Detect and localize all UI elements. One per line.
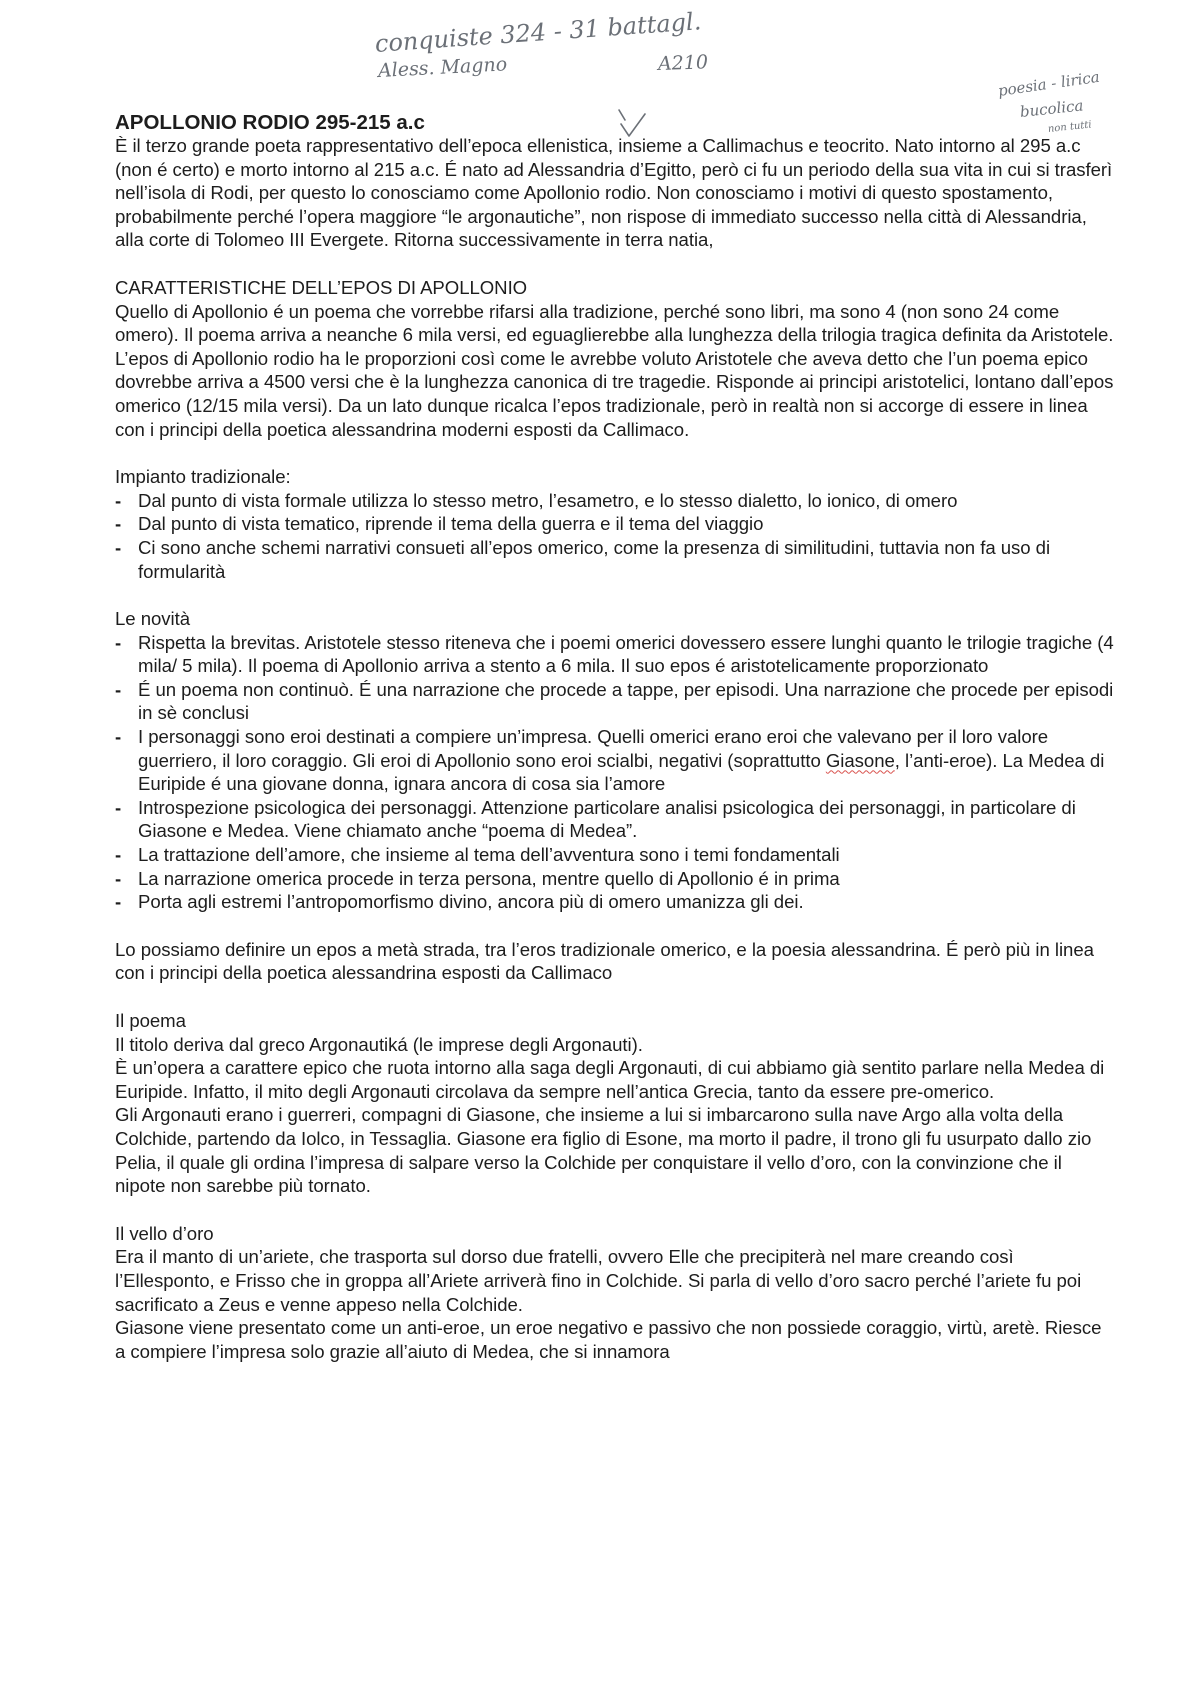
- list-item: [115, 678, 1115, 725]
- traditional-list: [115, 489, 1115, 583]
- list-item-text-start: I personaggi sono eroi destinati a compiere un’impresa. Quelli omerici erano eroi che valevano per il loro valore guerriero, il loro coraggio. Gli eroi di Apollonio sono eroi scialbi, negativi (soprattutto: [138, 726, 1049, 771]
- dash-bullet: -: [115, 844, 122, 866]
- spacer: [115, 441, 1115, 465]
- fleece-paragraph: Era il manto di un’ariete, che trasporta sul dorso due fratelli, ovvero Elle che precipiterà nel mare creando così l’Ellesponto, e Frisso che in groppa all’Ariete arriverà fino in Colchide. Si parla di vello d’oro sacro perché l’ariete fu poi sacrificato a Zeus e venne appeso nella Colchide.: [115, 1246, 1082, 1315]
- section-heading-traditional: Impianto tradizionale:: [115, 466, 291, 488]
- list-item: [115, 725, 1115, 796]
- dash-bullet: -: [115, 678, 122, 700]
- list-item: [115, 890, 1115, 914]
- handwritten-margin-note-1: poesia - lirica: [996, 67, 1101, 100]
- fleece-paragraph: Giasone viene presentato come un anti-eroe, un eroe negativo e passivo che non possiede coraggio, virtù, aretè. Riesce a compiere l’impresa solo grazie all’aiuto di Medea, che si innamora: [115, 1317, 1102, 1362]
- list-item-text-end: , l’anti-eroe). La Medea di Euripide é una giovane donna, ignara ancora di cosa sia l’amore: [138, 749, 1105, 795]
- document-body: [115, 111, 1115, 1363]
- spacer: [115, 914, 1115, 938]
- novelties-list: [115, 631, 1115, 914]
- list-item-text: Dal punto di vista tematico, riprende il tema della guerra e il tema del viaggio: [138, 513, 764, 535]
- list-item-text: Rispetta la brevitas. Aristotele stesso riteneva che i poemi omerici dovessero essere lunghi quanto le trilogie tragiche (4 mila/ 5 mila). Il poema di Apollonio arriva a stento a 6 mila. Il suo epos é aristotelicamente proporzionato: [138, 631, 1114, 677]
- characteristics-paragraph: Quello di Apollonio é un poema che vorrebbe rifarsi alla tradizione, perché sono libri, ma sono 4 (non sono 24 come omero). Il poema arriva a neanche 6 mila versi, ed eguaglierebbe alla lunghezza della trilogia tragica definita da Aristotele. L’epos di Apollonio rodio ha le proporzioni così come le avrebbe voluto Aristotele che aveva detto che l’un poema epico dovrebbe arriva a 4500 versi che è la lunghezza canonica di tre tragedie. Risponde ai principi aristotelici, lontano dall’epos omerico (12/15 mila versi). Da un lato dunque ricalca l’epos tradizionale, però in realtà non si accorge di essere in linea con i principi della poetica alessandrina moderni esposti da Callimaco.: [115, 300, 1114, 440]
- handwritten-margin-note-3: non tutti: [1047, 119, 1093, 135]
- poem-paragraph: È un’opera a carattere epico che ruota intorno alla saga degli Argonauti, di cui abbiamo già sentito parlare nella Medea di Euripide. Infatto, il mito degli Argonauti circolava da sempre nell’antica Grecia, tanto da essere pre-omerico.: [115, 1057, 1105, 1102]
- spacer: [115, 1198, 1115, 1222]
- spacer: [115, 985, 1115, 1009]
- section-heading-poem: Il poema: [115, 1010, 186, 1031]
- dash-bullet: -: [115, 891, 122, 913]
- list-item-text: La narrazione omerica procede in terza persona, mentre quello di Apollonio é in prima: [138, 867, 840, 889]
- poem-paragraph: Gli Argonauti erano i guerreri, compagni di Giasone, che insieme a lui si imbarcarono sulla nave Argo alla volta della Colchide, partendo da Iolco, in Tessaglia. Giasone era figlio di Esone, ma morto il padre, il trono gli fu usurpato dallo zio Pelia, il quale gli ordina l’impresa di salpare verso la Colchide per conquistare il vello d’oro, con la convinzione che il nipote non sarebbe più tornato.: [115, 1104, 1092, 1197]
- handwritten-note-top: conquiste 324 - 31 battagl.: [374, 7, 703, 58]
- list-item: [115, 843, 1115, 867]
- dash-bullet: -: [115, 631, 122, 653]
- handwritten-margin-note-2: bucolica: [1019, 96, 1085, 121]
- list-item: [115, 796, 1115, 843]
- document-page: [115, 0, 1115, 1696]
- spacer: [115, 583, 1115, 607]
- list-item-text: Ci sono anche schemi narrativi consueti all’epos omerico, come la presenza di similitudini, tuttavia non fa uso di formularità: [138, 536, 1051, 582]
- list-item-text: Porta agli estremi l’antropomorfismo divino, ancora più di omero umanizza gli dei.: [138, 891, 804, 913]
- list-item: [115, 536, 1115, 583]
- dash-bullet: -: [115, 867, 122, 889]
- list-item: [115, 489, 1115, 513]
- handwritten-note-right: A210: [657, 51, 709, 75]
- list-item: [115, 867, 1115, 891]
- dash-bullet: -: [115, 489, 122, 511]
- list-item-text: La trattazione dell’amore, che insieme al tema dell’avventura sono i temi fondamentali: [138, 844, 840, 866]
- handwritten-note-left: Aless. Magno: [377, 53, 508, 82]
- list-item: [115, 512, 1115, 536]
- poem-paragraph: Il titolo deriva dal greco Argonautiká (le imprese degli Argonauti).: [115, 1033, 643, 1055]
- dash-bullet: -: [115, 796, 122, 818]
- dash-bullet: -: [115, 726, 122, 748]
- dash-bullet: -: [115, 513, 122, 535]
- list-item-text: É un poema non continuò. É una narrazione che procede a tappe, per episodi. Una narrazione che procede per episodi in sè conclusi: [138, 678, 1114, 724]
- conclusion-paragraph: Lo possiamo definire un epos a metà strada, tra l’eros tradizionale omerico, e la poesia alessandrina. É però più in linea con i principi della poetica alessandrina esposti da Callimaco: [115, 938, 1094, 984]
- section-heading-characteristics: CARATTERISTICHE DELL’EPOS DI APOLLONIO: [115, 276, 528, 298]
- dash-bullet: -: [115, 536, 122, 558]
- spellcheck-marked-word: Giasone: [825, 749, 895, 771]
- section-heading-novelties: Le novità: [115, 608, 191, 630]
- spacer: [115, 252, 1115, 276]
- section-heading-fleece: Il vello d’oro: [115, 1222, 214, 1244]
- document-title: APOLLONIO RODIO 295-215 a.c: [115, 111, 425, 134]
- list-item: [115, 631, 1115, 678]
- list-item-text: Introspezione psicologica dei personaggi. Attenzione particolare analisi psicologica dei personaggi, in particolare di Giasone e Medea. Viene chiamato anche “poema di Medea”.: [138, 796, 1076, 842]
- list-item-text: Dal punto di vista formale utilizza lo stesso metro, l’esametro, e lo stesso dialetto, lo ionico, di omero: [138, 489, 958, 511]
- intro-paragraph: È il terzo grande poeta rappresentativo dell’epoca ellenistica, insieme a Callimachus e teocrito. Nato intorno al 295 a.c (non é certo) e morto intorno al 215 a.c. É nato ad Alessandria d’Egitto, però ci fu un periodo della sua vita in cui si trasferì nell’isola di Rodi, per questo lo conosciamo come Apollonio rodio. Non conosciamo i motivi di questo spostamento, probabilmente perché l’opera maggiore “le argonautiche”, non rispose di immediato successo nella città di Alessandria, alla corte di Tolomeo III Evergete. Ritorna successivamente in terra natia,: [115, 135, 1113, 251]
